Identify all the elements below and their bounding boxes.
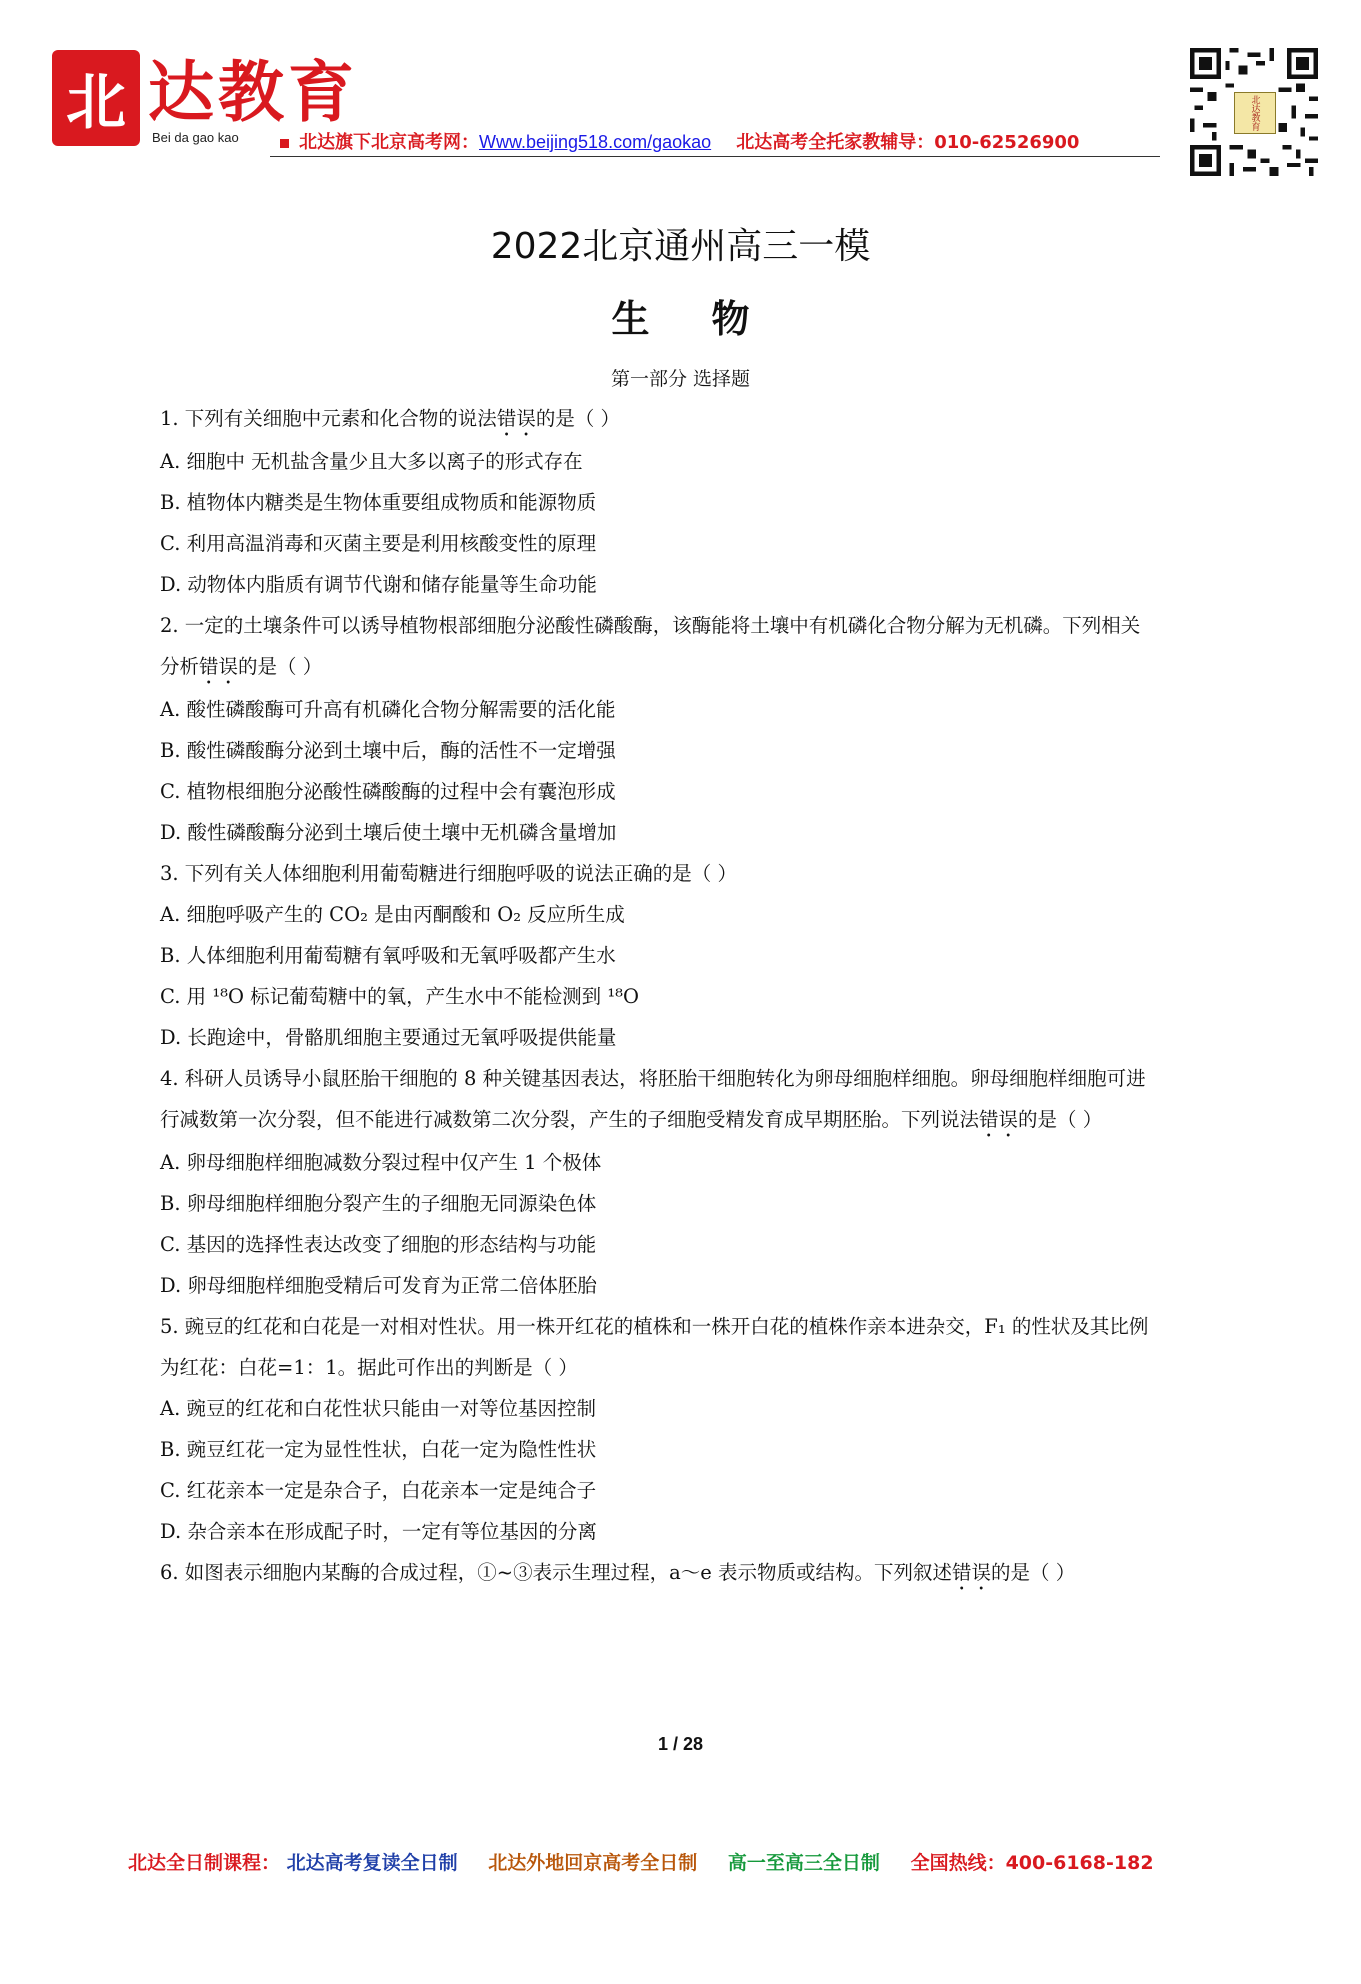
footer-item: 北达高考复读全日制 bbox=[286, 1852, 458, 1874]
option-line: B. 卵母细胞样细胞分裂产生的子细胞无同源染色体 bbox=[160, 1192, 597, 1215]
question-line: 5. 豌豆的红花和白花是一对相对性状。用一株开红花的植株和一株开白花的植株作亲本进杂交，F₁ 的性状及其比例 bbox=[160, 1315, 1149, 1338]
logo-pinyin: Bei da gao kao bbox=[152, 130, 239, 145]
question-line: 3. 下列有关人体细胞利用葡萄糖进行细胞呼吸的说法正确的是（ ） bbox=[160, 862, 738, 885]
question-line: 6. 如图表示细胞内某酶的合成过程，①~③表示生理过程，a～e 表示物质或结构。下列叙述错误的是（ ） bbox=[160, 1561, 1076, 1584]
option-line: A. 豌豆的红花和白花性状只能由一对等位基因控制 bbox=[160, 1397, 596, 1420]
option-line: C. 基因的选择性表达改变了细胞的形态结构与功能 bbox=[160, 1233, 597, 1256]
question-line: 4. 科研人员诱导小鼠胚胎干细胞的 8 种关键基因表达，将胚胎干细胞转化为卵母细胞样细胞。卵母细胞样细胞可进 bbox=[160, 1067, 1146, 1090]
site-link[interactable]: Www.beijing518.com/gaokao bbox=[479, 132, 712, 152]
page-number: 1 / 28 bbox=[657, 1734, 704, 1754]
bullet-square-icon bbox=[280, 139, 289, 148]
footer-bar bbox=[128, 1848, 1178, 1875]
question-line: 2. 一定的土壤条件可以诱导植物根部细胞分泌酸性磷酸酶，该酶能将土壤中有机磷化合物分解为无机磷。下列相关 bbox=[160, 614, 1141, 637]
option-line: D. 杂合亲本在形成配子时，一定有等位基因的分离 bbox=[160, 1520, 597, 1543]
footer-item: 北达全日制课程： bbox=[128, 1852, 281, 1874]
question-line: 分析错误的是（ ） bbox=[160, 655, 323, 678]
option-line: C. 利用高温消毒和灭菌主要是利用核酸变性的原理 bbox=[160, 532, 597, 555]
question-line: 行减数第一次分裂，但不能进行减数第二次分裂，产生的子细胞受精发育成早期胚胎。下列说法错误的是（ ） bbox=[160, 1108, 1103, 1131]
option-line: A. 卵母细胞样细胞减数分裂过程中仅产生 1 个极体 bbox=[160, 1151, 602, 1174]
option-line: A. 酸性磷酸酶可升高有机磷化合物分解需要的活化能 bbox=[160, 698, 616, 721]
question-line: 1. 下列有关细胞中元素和化合物的说法错误的是（ ） bbox=[160, 407, 621, 430]
header-info bbox=[280, 128, 1079, 154]
option-line: D. 卵母细胞样细胞受精后可发育为正常二倍体胚胎 bbox=[160, 1274, 597, 1297]
doc-subject: 生物 bbox=[611, 297, 812, 341]
option-line: D. 酸性磷酸酶分泌到土壤后使土壤中无机磷含量增加 bbox=[160, 821, 617, 844]
option-line: A. 细胞呼吸产生的 CO₂ 是由丙酮酸和 O₂ 反应所生成 bbox=[160, 903, 625, 926]
tutor-label: 北达高考全托家教辅导：010-62526900 bbox=[736, 132, 1080, 153]
option-line: C. 红花亲本一定是杂合子，白花亲本一定是纯合子 bbox=[160, 1479, 597, 1502]
question-list bbox=[160, 398, 1220, 1595]
doc-title: 2022北京通州高三一模 bbox=[490, 226, 871, 267]
option-line: D. 长跑途中，骨骼肌细胞主要通过无氧呼吸提供能量 bbox=[160, 1026, 617, 1049]
option-line: B. 植物体内糖类是生物体重要组成物质和能源物质 bbox=[160, 491, 597, 514]
option-line: A. 细胞中 无机盐含量少且大多以离子的形式存在 bbox=[160, 450, 583, 473]
option-line: B. 酸性磷酸酶分泌到土壤中后，酶的活性不一定增强 bbox=[160, 739, 616, 762]
option-line: B. 人体细胞利用葡萄糖有氧呼吸和无氧呼吸都产生水 bbox=[160, 944, 616, 967]
qr-center-badge: 北达教育 bbox=[1234, 92, 1276, 134]
option-line: D. 动物体内脂质有调节代谢和储存能量等生命功能 bbox=[160, 573, 597, 596]
option-line: C. 植物根细胞分泌酸性磷酸酶的过程中会有囊泡形成 bbox=[160, 780, 616, 803]
section-heading: 第一部分 选择题 bbox=[610, 368, 751, 390]
footer-item: 全国热线：400-6168-182 bbox=[910, 1852, 1154, 1874]
option-line: B. 豌豆红花一定为显性性状，白花一定为隐性性状 bbox=[160, 1438, 597, 1461]
logo-text: 达教育 bbox=[148, 53, 358, 131]
footer-item: 北达外地回京高考全日制 bbox=[488, 1852, 698, 1874]
option-line: C. 用 ¹⁸O 标记葡萄糖中的氧，产生水中不能检测到 ¹⁸O bbox=[160, 985, 639, 1008]
logo-char: 北 bbox=[66, 68, 126, 138]
footer-item: 高一至高三全日制 bbox=[727, 1852, 880, 1874]
header-divider bbox=[270, 156, 1160, 157]
site-label: 北达旗下北京高考网： bbox=[299, 132, 479, 153]
question-line: 为红花：白花=1：1。据此可作出的判断是（ ） bbox=[160, 1356, 578, 1379]
logo-mark bbox=[52, 50, 140, 146]
